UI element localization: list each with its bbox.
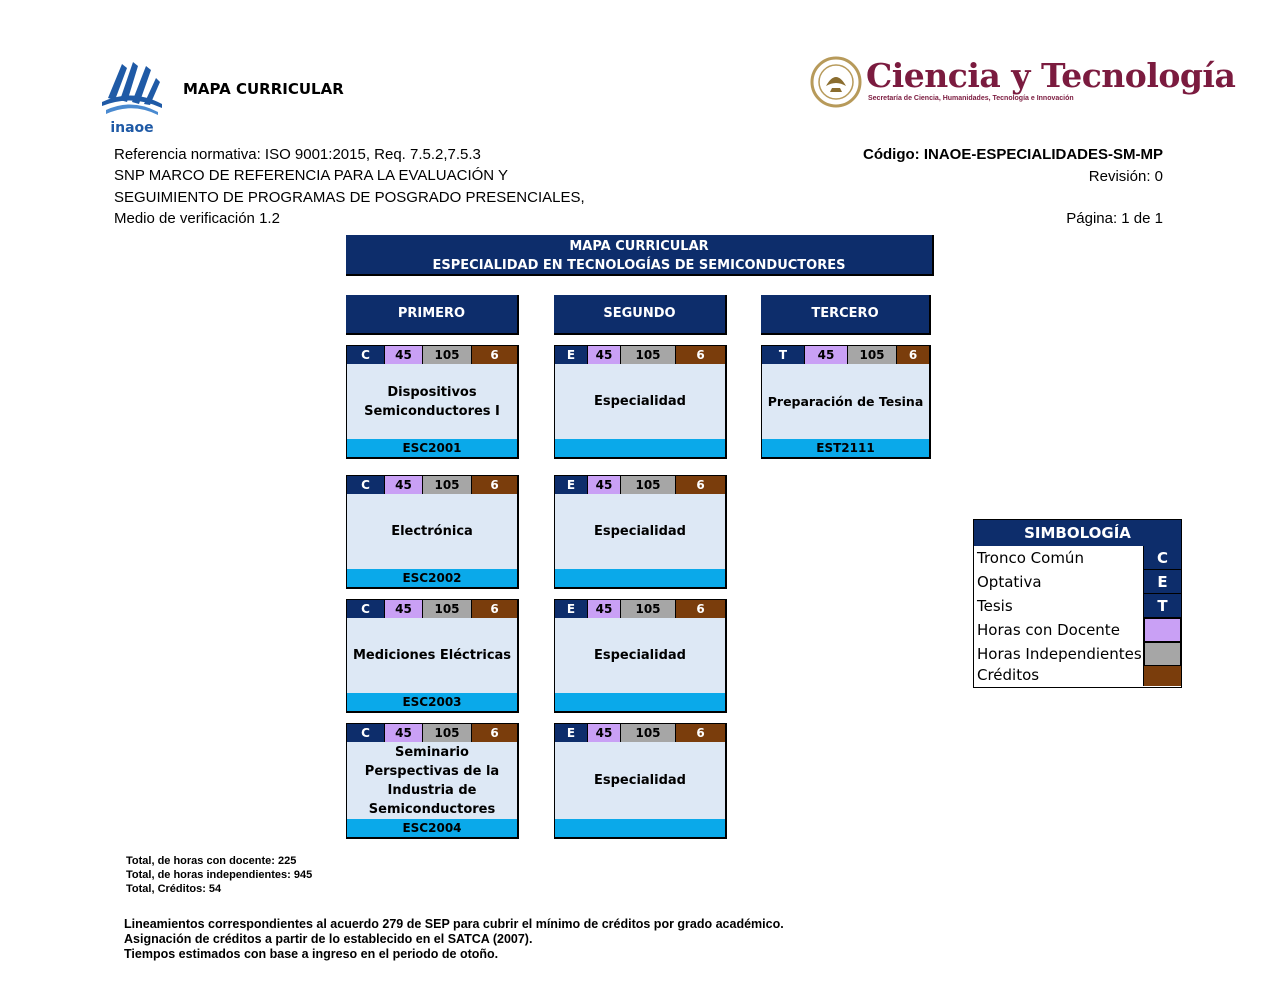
course-card [554, 475, 727, 589]
legend-swatch: T [1144, 594, 1181, 618]
course-card [554, 723, 727, 839]
total-credits: Total, Créditos: 54 [126, 883, 222, 895]
course-name: Dispositivos Semiconductores I [347, 364, 517, 439]
inaoe-logo-text: inaoe [110, 120, 154, 136]
course-hours-independientes: 105 [621, 600, 676, 618]
course-hours-independientes: 105 [848, 346, 897, 364]
course-credits: 6 [472, 476, 517, 494]
course-type: C [347, 346, 385, 364]
legend-swatch [1144, 666, 1181, 686]
course-hours-docente: 45 [588, 476, 621, 494]
inaoe-logo [100, 58, 164, 136]
course-hours-docente: 45 [385, 346, 423, 364]
course-type: C [347, 600, 385, 618]
banner-title: MAPA CURRICULAR [569, 239, 709, 254]
course-credits: 6 [676, 346, 725, 364]
course-credits: 6 [676, 724, 725, 742]
course-hours-independientes: 105 [423, 346, 472, 364]
course-card [346, 723, 519, 839]
meta-revision: Revisión: 0 [1088, 168, 1163, 185]
course-type: T [762, 346, 805, 364]
course-credits: 6 [676, 600, 725, 618]
meta-snp-line1: SNP MARCO DE REFERENCIA PARA LA EVALUACIÓN Y [114, 167, 509, 184]
course-code: EST2111 [762, 439, 929, 457]
course-hours-independientes: 105 [621, 724, 676, 742]
course-type: C [347, 476, 385, 494]
course-name: Preparación de Tesina [762, 364, 929, 439]
course-name: Especialidad [555, 742, 725, 819]
course-type: E [555, 724, 588, 742]
course-hours-independientes: 105 [423, 600, 472, 618]
course-card [346, 345, 519, 459]
course-hours-docente: 45 [385, 600, 423, 618]
course-credits: 6 [472, 724, 517, 742]
curriculum-banner [346, 235, 934, 276]
course-hours-independientes: 105 [621, 346, 676, 364]
legend [973, 519, 1182, 688]
course-card [554, 599, 727, 713]
course-code: ESC2003 [347, 693, 517, 711]
course-name: Seminario Perspectivas de la Industria de Semiconductores [347, 742, 517, 819]
course-hours-docente: 45 [805, 346, 848, 364]
mexico-seal-icon [810, 56, 862, 108]
note-timing: Tiempos estimados con base a ingreso en el periodo de otoño. [124, 947, 499, 961]
course-hours-independientes: 105 [423, 724, 472, 742]
course-hours-docente: 45 [588, 346, 621, 364]
course-hours-independientes: 105 [621, 476, 676, 494]
course-code: ESC2004 [347, 819, 517, 837]
course-hours-docente: 45 [385, 724, 423, 742]
course-credits: 6 [676, 476, 725, 494]
total-hours-docente: Total, de horas con docente: 225 [126, 855, 297, 867]
course-type: E [555, 600, 588, 618]
course-type: E [555, 476, 588, 494]
semester-header-1: PRIMERO [346, 295, 519, 335]
course-code [555, 439, 725, 457]
total-hours-independientes: Total, de horas independientes: 945 [126, 869, 313, 881]
meta-page: Página: 1 de 1 [1066, 210, 1163, 227]
course-name: Especialidad [555, 618, 725, 693]
gov-logo-title: Ciencia y Tecnología [866, 56, 1236, 95]
note-satca: Asignación de créditos a partir de lo establecido en el SATCA (2007). [124, 932, 533, 946]
legend-title: SIMBOLOGÍA [974, 520, 1181, 546]
meta-snp-line2: SEGUIMIENTO DE PROGRAMAS DE POSGRADO PRESENCIALES, [114, 189, 585, 206]
course-code [555, 569, 725, 587]
course-hours-docente: 45 [385, 476, 423, 494]
legend-label: Tesis [974, 594, 1144, 618]
legend-row [974, 618, 1181, 642]
semester-header-3: TERCERO [761, 295, 931, 335]
course-card [346, 599, 519, 713]
legend-row [974, 594, 1181, 618]
legend-swatch: C [1144, 546, 1181, 570]
course-card [761, 345, 931, 459]
meta-verification: Medio de verificación 1.2 [114, 210, 280, 227]
banner-program: ESPECIALIDAD EN TECNOLOGÍAS DE SEMICONDUCTORES [432, 258, 846, 273]
semester-header-2: SEGUNDO [554, 295, 727, 335]
gov-logo-subtitle: Secretaría de Ciencia, Humanidades, Tecnología e Innovación [868, 95, 1074, 102]
legend-swatch [1144, 642, 1181, 666]
document-title: MAPA CURRICULAR [183, 80, 344, 98]
course-name: Electrónica [347, 494, 517, 569]
legend-label: Horas Independientes [974, 642, 1144, 666]
legend-row [974, 546, 1181, 570]
course-hours-docente: 45 [588, 600, 621, 618]
course-credits: 6 [897, 346, 929, 364]
legend-label: Horas con Docente [974, 618, 1144, 642]
note-sep: Lineamientos correspondientes al acuerdo 279 de SEP para cubrir el mínimo de créditos por grado académico. [124, 917, 784, 931]
legend-swatch [1144, 618, 1181, 642]
legend-label: Optativa [974, 570, 1144, 594]
course-hours-docente: 45 [588, 724, 621, 742]
course-code: ESC2002 [347, 569, 517, 587]
course-name: Mediciones Eléctricas [347, 618, 517, 693]
legend-row [974, 666, 1181, 686]
course-card [554, 345, 727, 459]
course-credits: 6 [472, 346, 517, 364]
meta-reference: Referencia normativa: ISO 9001:2015, Req. 7.5.2,7.5.3 [114, 146, 481, 163]
course-type: C [347, 724, 385, 742]
legend-label: Tronco Común [974, 546, 1144, 570]
legend-row [974, 642, 1181, 666]
course-credits: 6 [472, 600, 517, 618]
course-name: Especialidad [555, 364, 725, 439]
course-card [346, 475, 519, 589]
course-code: ESC2001 [347, 439, 517, 457]
legend-label: Créditos [974, 666, 1144, 686]
course-code [555, 819, 725, 837]
legend-row [974, 570, 1181, 594]
course-code [555, 693, 725, 711]
legend-swatch: E [1144, 570, 1181, 594]
course-type: E [555, 346, 588, 364]
meta-code: Código: INAOE-ESPECIALIDADES-SM-MP [863, 146, 1163, 163]
course-hours-independientes: 105 [423, 476, 472, 494]
course-name: Especialidad [555, 494, 725, 569]
